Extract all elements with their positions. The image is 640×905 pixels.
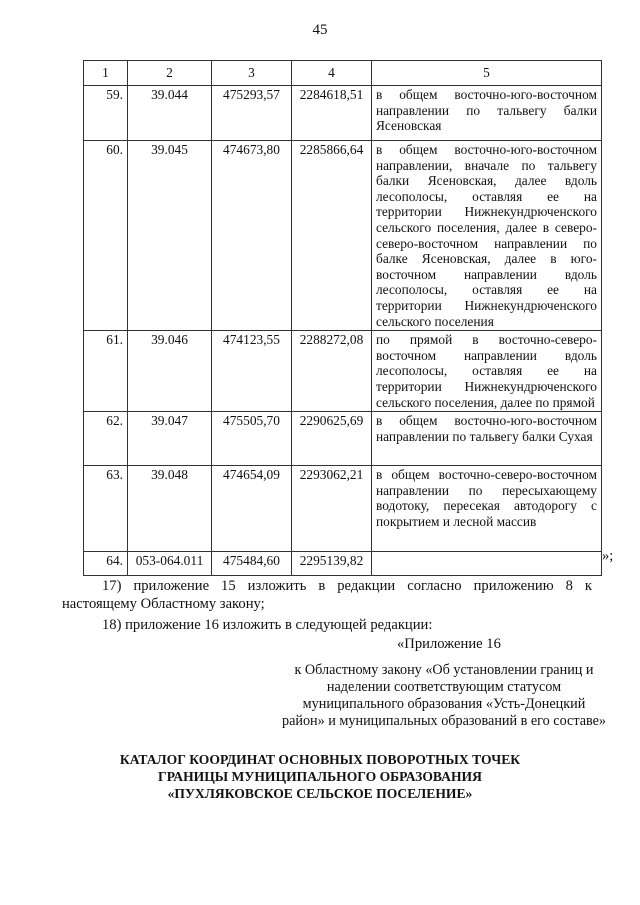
column-header: 3 — [212, 61, 292, 86]
y-coordinate: 2284618,51 — [292, 86, 372, 141]
paragraph-17: 17) приложение 15 изложить в редакции согласно приложению 8 к настоящему Областному закону; — [62, 578, 592, 612]
column-header: 1 — [84, 61, 128, 86]
point-code: 39.045 — [128, 141, 212, 331]
x-coordinate: 475505,70 — [212, 412, 292, 466]
point-code: 053-064.011 — [128, 552, 212, 576]
catalog-heading-line: ГРАНИЦЫ МУНИЦИПАЛЬНОГО ОБРАЗОВАНИЯ — [158, 769, 482, 784]
y-coordinate: 2295139,82 — [292, 552, 372, 576]
table-row — [84, 466, 602, 552]
closing-quote-mark: »; — [602, 548, 614, 564]
table-row — [84, 412, 602, 466]
point-number: 63. — [84, 466, 128, 552]
column-header: 4 — [292, 61, 372, 86]
catalog-heading — [0, 751, 640, 802]
boundary-description: в общем восточно-юго-восточном направлении по тальвегу балки Сухая — [372, 412, 602, 466]
point-code: 39.044 — [128, 86, 212, 141]
point-code: 39.047 — [128, 412, 212, 466]
table-header-row — [84, 61, 602, 86]
boundary-description: в общем восточно-северо-восточном направлении по пересыхающему водотоку, пересекая автодорогу с покрытием и лесной массив — [372, 466, 602, 552]
x-coordinate: 474673,80 — [212, 141, 292, 331]
y-coordinate: 2288272,08 — [292, 331, 372, 412]
table-row — [84, 86, 602, 141]
x-coordinate: 475293,57 — [212, 86, 292, 141]
point-number: 59. — [84, 86, 128, 141]
column-header: 5 — [372, 61, 602, 86]
table-row — [84, 331, 602, 412]
x-coordinate: 475484,60 — [212, 552, 292, 576]
page-number: 45 — [312, 22, 328, 38]
y-coordinate: 2293062,21 — [292, 466, 372, 552]
catalog-heading-line: «ПУХЛЯКОВСКОЕ СЕЛЬСКОЕ ПОСЕЛЕНИЕ» — [167, 786, 473, 801]
coordinates-table — [83, 60, 602, 576]
boundary-description: в общем восточно-юго-восточном направлении, вначале по тальвегу балки Ясеновская, далее вдоль лесополосы, оставляя ее на территории Нижнекундрюченского сельского поселения, далее в северо-северо-восточном направлении по балке Ясеновская, далее в юго-восточном направлении вдоль лесополосы, оставляя ее на территории Нижнекундрюченского сельского поселения — [372, 141, 602, 331]
point-number: 61. — [84, 331, 128, 412]
y-coordinate: 2290625,69 — [292, 412, 372, 466]
table-row — [84, 552, 602, 576]
point-number: 64. — [84, 552, 128, 576]
boundary-description — [372, 552, 602, 576]
paragraph-18: 18) приложение 16 изложить в следующей редакции: — [102, 617, 433, 633]
y-coordinate: 2285866,64 — [292, 141, 372, 331]
point-code: 39.046 — [128, 331, 212, 412]
column-header: 2 — [128, 61, 212, 86]
x-coordinate: 474123,55 — [212, 331, 292, 412]
point-number: 60. — [84, 141, 128, 331]
boundary-description: в общем восточно-юго-восточном направлении по тальвегу балки Ясеновская — [372, 86, 602, 141]
point-number: 62. — [84, 412, 128, 466]
appendix-title-text: «Приложение 16 — [397, 636, 501, 652]
x-coordinate: 474654,09 — [212, 466, 292, 552]
point-code: 39.048 — [128, 466, 212, 552]
catalog-heading-line: КАТАЛОГ КООРДИНАТ ОСНОВНЫХ ПОВОРОТНЫХ ТОЧЕК — [119, 752, 521, 767]
table-row — [84, 141, 602, 331]
appendix-reference: к Областному закону «Об установлении границ и наделении соответствующим статусом муниципального образования «Усть-Донецкий район» и муниципальных образований в его составе» — [281, 662, 607, 729]
boundary-description: по прямой в восточно-северо-восточном направлении вдоль лесополосы, оставляя ее на территории Нижнекундрюченского сельского поселения, далее по прямой — [372, 331, 602, 412]
